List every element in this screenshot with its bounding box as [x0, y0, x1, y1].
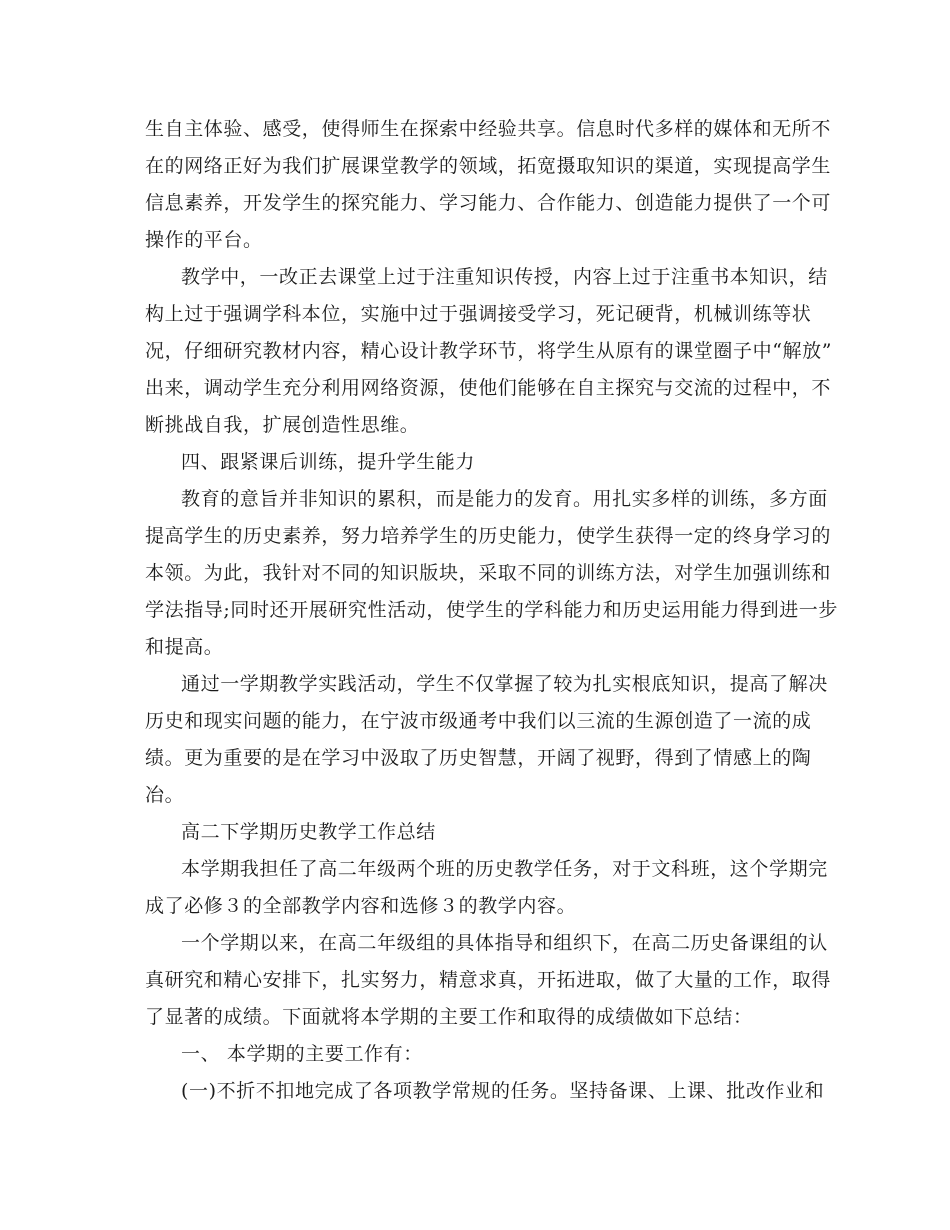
- text-line-15: 和提高。: [145, 636, 224, 658]
- text-line-5: 教学中，一改正去课堂上过于注重知识传授，内容上过于注重书本知识，结: [181, 266, 828, 288]
- section-heading-4: 四、跟紧课后训练，提升学生能力: [181, 451, 476, 473]
- text-line-4: 操作的平台。: [145, 229, 263, 251]
- text-line-24: 真研究和精心安排下，扎实努力，精意求真，开拓进取，做了大量的工作，取得: [145, 969, 832, 991]
- document-title: 高二下学期历史教学工作总结: [181, 821, 436, 843]
- section-heading-1: 一、 本学期的主要工作有：: [181, 1043, 423, 1065]
- text-line-14: 学法指导;同时还开展研究性活动，使学生的学科能力和历史运用能力得到进一步: [145, 599, 839, 621]
- text-line-25: 了显著的成绩。下面就将本学期的主要工作和取得的成绩做如下总结：: [145, 1006, 753, 1028]
- text-line-3: 信息素养，开发学生的探究能力、学习能力、合作能力、创造能力提供了一个可: [145, 192, 832, 214]
- text-line-6: 构上过于强调学科本位，实施中过于强调接受学习，死记硬背，机械训练等状: [145, 303, 812, 325]
- text-line-8: 出来，调动学生充分利用网络资源，使他们能够在自主探究与交流的过程中，不: [145, 377, 832, 399]
- text-line-2: 在的网络正好为我们扩展课堂教学的领域，拓宽摄取知识的渠道，实现提高学生: [145, 155, 832, 177]
- text-line-21: 本学期我担任了高二年级两个班的历史教学任务，对于文科班，这个学期完: [181, 858, 828, 880]
- text-line-19: 冶。: [145, 784, 185, 806]
- text-line-9: 断挑战自我，扩展创造性思维。: [145, 414, 420, 436]
- text-line-18: 绩。更为重要的是在学习中汲取了历史智慧，开阔了视野，得到了情感上的陶: [145, 747, 812, 769]
- text-line-1: 生自主体验、感受，使得师生在探索中经验共享。信息时代多样的媒体和无所不: [145, 118, 832, 140]
- text-line-22: 成了必修３的全部教学内容和选修３的教学内容。: [145, 895, 577, 917]
- text-line-16: 通过一学期教学实践活动，学生不仅掌握了较为扎实根底知识，提高了解决: [181, 673, 828, 695]
- text-line-11: 教育的意旨并非知识的累积，而是能力的发育。用扎实多样的训练，多方面: [181, 488, 828, 510]
- text-line-12: 提高学生的历史素养，努力培养学生的历史能力，使学生获得一定的终身学习的: [145, 525, 832, 547]
- text-line-23: 一个学期以来，在高二年级组的具体指导和组织下，在高二历史备课组的认: [181, 932, 828, 954]
- text-line-7: 况，仔细研究教材内容，精心设计教学环节，将学生从原有的课堂圈子中“解放”: [145, 340, 833, 362]
- text-line-27: (一)不折不扣地完成了各项教学常规的任务。坚持备课、上课、批改作业和: [181, 1080, 825, 1102]
- text-line-13: 本领。为此，我针对不同的知识版块，采取不同的训练方法，对学生加强训练和: [145, 562, 832, 584]
- text-line-17: 历史和现实问题的能力，在宁波市级通考中我们以三流的生源创造了一流的成: [145, 710, 812, 732]
